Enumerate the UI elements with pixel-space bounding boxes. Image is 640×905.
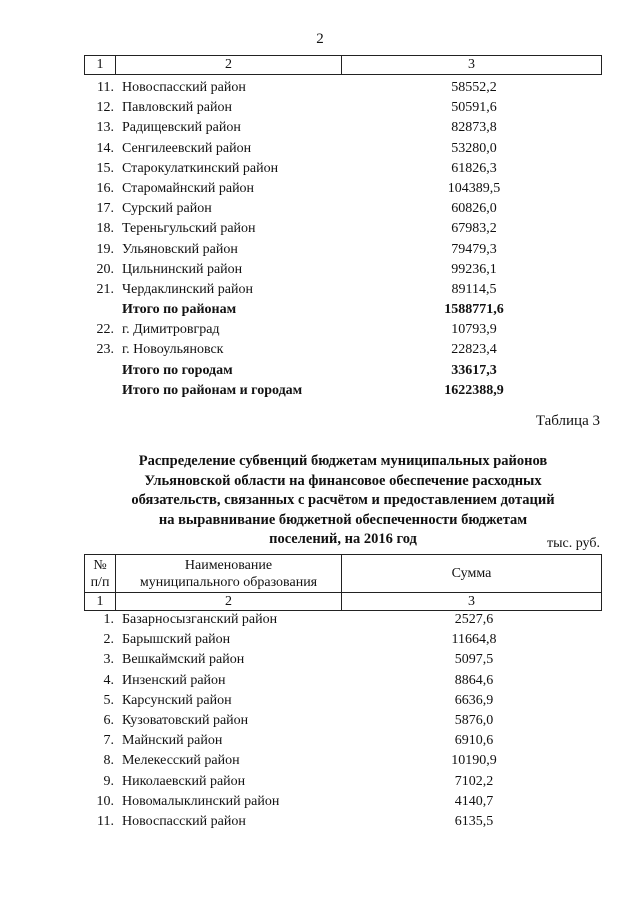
row-value: 53280,0 — [451, 140, 497, 156]
row-name: Новоспасский район — [122, 813, 246, 829]
table-row — [84, 139, 602, 159]
row-number: 4. — [103, 672, 114, 688]
header-num-line2: п/п — [90, 574, 110, 590]
row-name: Итого по районам и городам — [122, 382, 303, 398]
row-name: Тереньгульский район — [122, 221, 256, 237]
row-value: 2527,6 — [454, 612, 494, 627]
table2-header — [84, 554, 602, 611]
row-value: 33617,3 — [451, 362, 497, 378]
row-name: Новоспасский район — [122, 80, 246, 95]
row-name: г. Новоульяновск — [122, 342, 224, 358]
table1-header — [84, 55, 602, 75]
row-value: 67983,2 — [451, 221, 497, 237]
subtotal-row — [84, 300, 602, 320]
table-row — [84, 98, 602, 118]
row-name: Новомалыклинский район — [122, 793, 280, 809]
table-3-caption — [84, 452, 602, 550]
caption-line: поселений, на 2016 год — [269, 531, 417, 547]
table1-header-col3: 3 — [342, 56, 602, 75]
row-name: г. Димитровград — [122, 322, 220, 338]
row-value: 6135,5 — [454, 813, 494, 829]
table2-body — [84, 610, 602, 832]
row-value: 60826,0 — [451, 201, 497, 217]
row-value: 22823,4 — [451, 342, 497, 358]
table-row — [84, 731, 602, 751]
table-row — [84, 280, 602, 300]
row-name: Павловский район — [122, 100, 232, 116]
header-num-line1: № — [93, 557, 107, 573]
row-number: 21. — [96, 281, 114, 297]
row-number: 17. — [96, 201, 114, 217]
index-col3: 3 — [342, 593, 602, 611]
row-name: Майнский район — [122, 733, 223, 749]
row-name: Сурский район — [122, 201, 212, 217]
header-name-cell — [116, 555, 342, 593]
row-value: 6636,9 — [454, 692, 494, 708]
row-name: Барышский район — [122, 632, 231, 648]
caption-line: на выравнивание бюджетной обеспеченности бюджетам — [158, 511, 528, 528]
row-value: 5097,5 — [454, 652, 494, 668]
row-number: 5. — [103, 692, 114, 708]
row-number: 14. — [96, 140, 114, 156]
caption-line: Распределение субвенций бюджетам муниципальных районов — [138, 453, 548, 469]
row-value: 61826,3 — [451, 160, 497, 176]
row-value: 7102,2 — [454, 773, 494, 789]
row-number: 22. — [96, 322, 114, 338]
row-value: 1588771,6 — [444, 302, 504, 318]
row-number: 16. — [96, 180, 114, 196]
table-row — [84, 792, 602, 812]
header-name-line2: муниципального образования — [139, 574, 318, 590]
table1-body — [84, 78, 602, 401]
table-row — [84, 240, 602, 260]
table-row — [84, 179, 602, 199]
row-value: 99236,1 — [451, 261, 497, 277]
row-value: 4140,7 — [454, 793, 494, 809]
table-row — [84, 650, 602, 670]
row-name: Цильнинский район — [122, 261, 243, 277]
header-num-cell — [85, 555, 116, 593]
row-name: Итого по районам — [122, 302, 237, 318]
row-number: 6. — [103, 712, 114, 728]
row-name: Сенгилеевский район — [122, 140, 252, 156]
header-name-line1: Наименование — [184, 557, 273, 573]
row-number: 12. — [96, 100, 114, 116]
table-row — [84, 159, 602, 179]
row-number: 1. — [103, 612, 114, 627]
row-name: Вешкаймский район — [122, 652, 245, 668]
table-row — [84, 340, 602, 360]
row-number: 8. — [103, 753, 114, 769]
table1-header-col1: 1 — [85, 56, 116, 75]
row-name: Карсунский район — [122, 692, 232, 708]
index-col1: 1 — [85, 593, 116, 611]
table-row — [84, 691, 602, 711]
row-number: 13. — [96, 120, 114, 136]
row-value: 1622388,9 — [444, 382, 504, 398]
table-row — [84, 610, 602, 630]
row-name: Ульяновский район — [122, 241, 238, 257]
row-value: 5876,0 — [454, 712, 494, 728]
caption-line: обязательств, связанных с расчётом и предоставлением дотаций — [131, 492, 555, 508]
row-value: 89114,5 — [451, 281, 497, 297]
index-col2: 2 — [116, 593, 342, 611]
table-row — [84, 260, 602, 280]
total-row — [84, 381, 602, 401]
table-row — [84, 78, 602, 98]
row-name: Кузоватовский район — [122, 712, 249, 728]
row-number: 2. — [103, 632, 114, 648]
row-value: 58552,2 — [451, 80, 497, 95]
row-value: 79479,3 — [451, 241, 497, 257]
row-number: 15. — [96, 160, 114, 176]
row-name: Итого по городам — [122, 362, 233, 378]
table1-header-col2: 2 — [116, 56, 342, 75]
row-value: 8864,6 — [454, 672, 494, 688]
row-value: 6910,6 — [454, 733, 494, 749]
table-row — [84, 630, 602, 650]
row-name: Чердаклинский район — [122, 281, 253, 297]
row-number: 18. — [96, 221, 114, 237]
table-row — [84, 812, 602, 832]
row-name: Николаевский район — [122, 773, 246, 789]
row-number: 9. — [103, 773, 114, 789]
subtotal-row — [84, 361, 602, 381]
row-number: 23. — [96, 342, 114, 358]
row-number: 20. — [96, 261, 114, 277]
row-name: Радищевский район — [122, 120, 241, 136]
row-name: Старомайнский район — [122, 180, 255, 196]
row-number: 10. — [96, 793, 114, 809]
page-number: 2 — [316, 31, 324, 47]
table-row — [84, 751, 602, 771]
row-value: 10190,9 — [451, 753, 497, 769]
table-row — [84, 219, 602, 239]
table-row — [84, 118, 602, 138]
row-number: 19. — [96, 241, 114, 257]
row-name: Старокулаткинский район — [122, 160, 279, 176]
row-value: 104389,5 — [447, 180, 501, 196]
table-row — [84, 711, 602, 731]
row-name: Базарносызганский район — [122, 612, 278, 627]
caption-line: Ульяновской области на финансовое обеспечение расходных — [144, 472, 542, 489]
row-name: Инзенский район — [122, 672, 226, 688]
table-row — [84, 199, 602, 219]
row-value: 11664,8 — [451, 632, 497, 648]
row-number: 11. — [97, 80, 114, 95]
header-sum-cell: Сумма — [342, 555, 602, 593]
row-number: 11. — [97, 813, 114, 829]
row-number: 3. — [103, 652, 114, 668]
table-row — [84, 772, 602, 792]
units-label: тыс. руб. — [547, 536, 600, 551]
table-row — [84, 671, 602, 691]
row-number: 7. — [103, 733, 114, 749]
row-name: Мелекесский район — [122, 753, 240, 769]
row-value: 10793,9 — [451, 322, 497, 338]
row-value: 50591,6 — [451, 100, 497, 116]
row-value: 82873,8 — [451, 120, 497, 136]
table-row — [84, 320, 602, 340]
table-3-label: Таблица 3 — [535, 413, 600, 429]
